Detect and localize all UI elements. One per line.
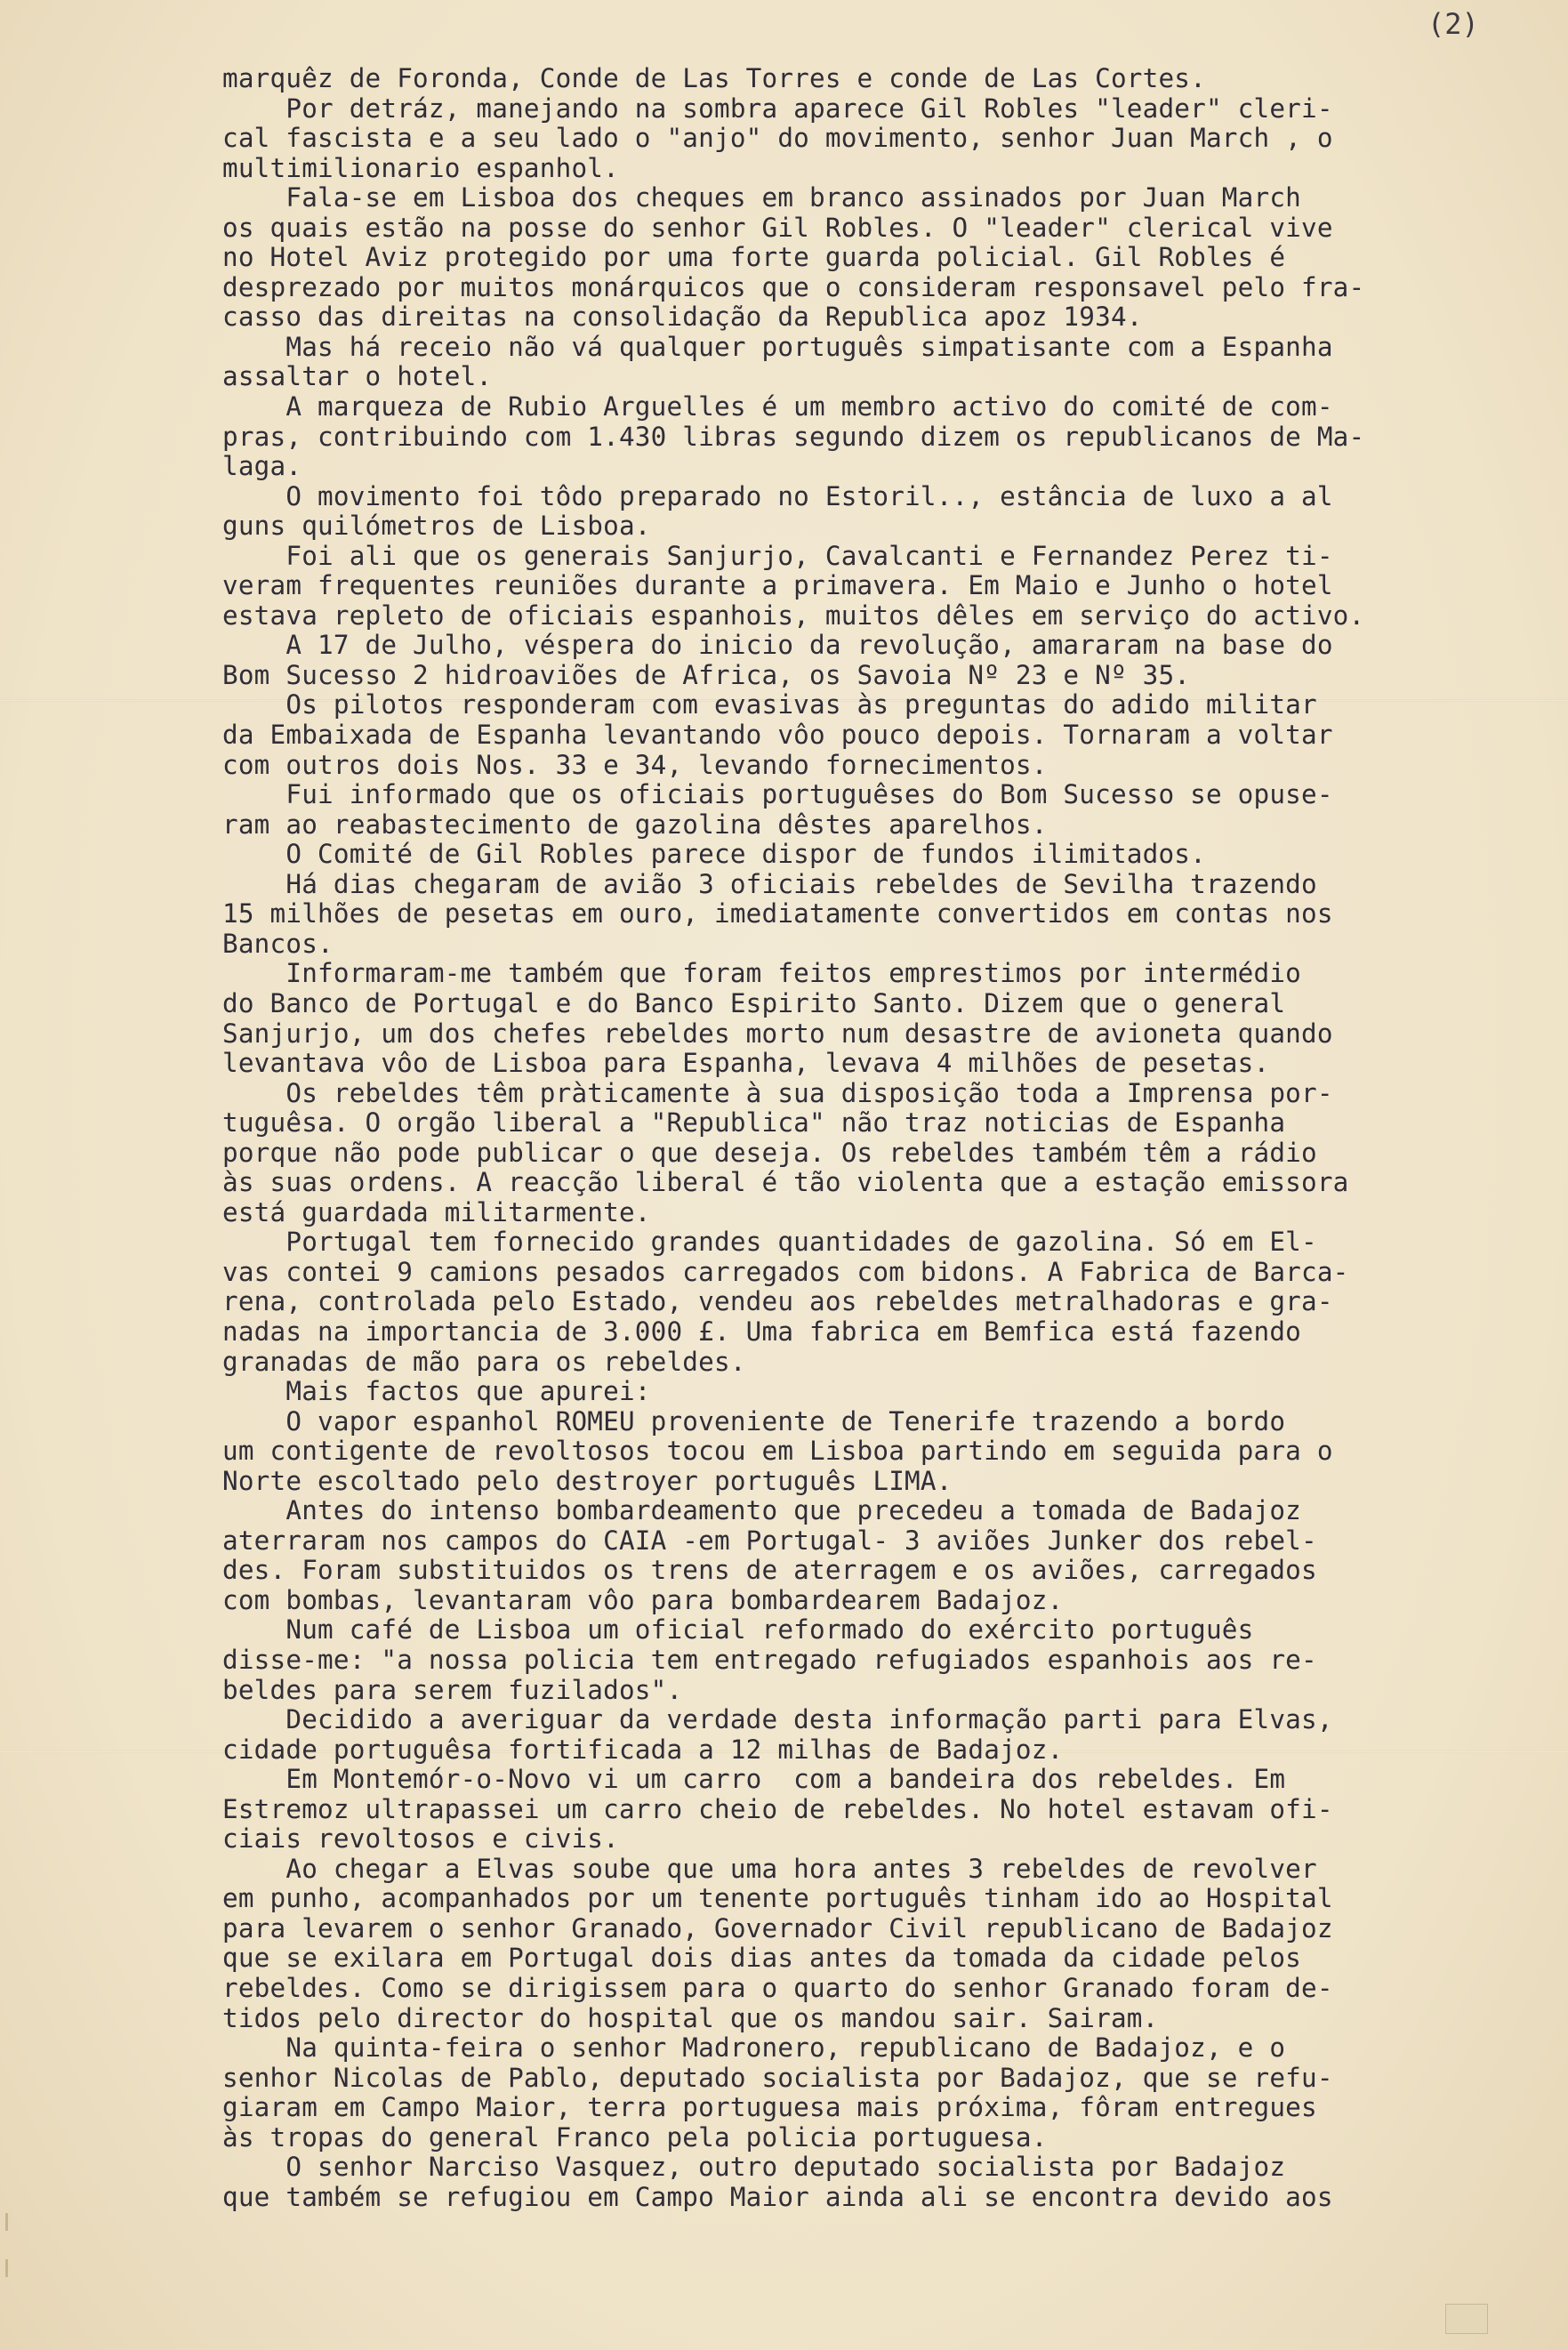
text-line: que também se refugiou em Campo Maior ainda ali se encontra devido aos	[222, 2181, 1333, 2212]
text-line: Portugal tem fornecido grandes quantidades de gazolina. Só em El-	[222, 1227, 1317, 1258]
margin-mark	[5, 2259, 8, 2277]
text-line: casso das direitas na consolidação da Republica apoz 1934.	[222, 302, 1143, 333]
text-line: O Comité de Gil Robles parece dispor de fundos ilimitados.	[222, 839, 1206, 870]
text-line: des. Foram substituidos os trens de aterragem e os aviões, carregados	[222, 1555, 1317, 1586]
text-line: tuguêsa. O orgão liberal a "Republica" não traz noticias de Espanha	[222, 1107, 1286, 1139]
text-line: para levarem o senhor Granado, Governador Civil republicano de Badajoz	[222, 1912, 1333, 1944]
text-line: um contigente de revoltosos tocou em Lisboa partindo em seguida para o	[222, 1436, 1333, 1467]
text-line: pras, contribuindo com 1.430 libras segundo dizem os republicanos de Ma-	[222, 421, 1365, 452]
text-line: Os rebeldes têm pràticamente à sua disposição toda a Imprensa por-	[222, 1077, 1333, 1108]
text-line: Fala-se em Lisboa dos cheques em branco assinados por Juan March	[222, 182, 1301, 213]
text-line: Num café de Lisboa um oficial reformado do exército português	[222, 1614, 1254, 1646]
text-line: O vapor espanhol ROMEU proveniente de Tenerife trazendo a bordo	[222, 1405, 1286, 1437]
text-line: O senhor Narciso Vasquez, outro deputado socialista por Badajoz	[222, 2152, 1286, 2183]
text-line: porque não pode publicar o que deseja. Os rebeldes também têm a rádio	[222, 1137, 1317, 1168]
text-line: Sanjurjo, um dos chefes rebeldes morto num desastre de avioneta quando	[222, 1018, 1333, 1049]
text-line: Norte escoltado pelo destroyer português LIMA.	[222, 1465, 953, 1496]
text-line: do Banco de Portugal e do Banco Espirito Santo. Dizem que o general	[222, 987, 1286, 1018]
text-line: está guardada militarmente.	[222, 1196, 651, 1227]
text-line: da Embaixada de Espanha levantando vôo pouco depois. Tornaram a voltar	[222, 720, 1333, 751]
text-line: Há dias chegaram de avião 3 oficiais rebeldes de Sevilha trazendo	[222, 868, 1317, 899]
text-line: A 17 de Julho, véspera do inicio da revolução, amararam na base do	[222, 630, 1333, 661]
text-line: 15 milhões de pesetas em ouro, imediatamente convertidos em contas nos	[222, 898, 1333, 930]
text-line: Decidido a averiguar da verdade desta informação parti para Elvas,	[222, 1704, 1333, 1735]
text-line: rebeldes. Como se dirigissem para o quarto do senhor Granado foram de-	[222, 1973, 1333, 2003]
text-line: O movimento foi tôdo preparado no Estoril.., estância de luxo a al	[222, 480, 1333, 511]
text-line: Informaram-me também que foram feitos emprestimos por intermédio	[222, 958, 1301, 989]
text-line: Bom Sucesso 2 hidroaviões de Africa, os Savoia Nº 23 e Nº 35.	[222, 659, 1191, 690]
text-line: laga.	[222, 451, 302, 482]
text-line: levantava vôo de Lisboa para Espanha, levava 4 milhões de pesetas.	[222, 1048, 1270, 1079]
text-line: vas contei 9 camions pesados carregados com bidons. A Fabrica de Barca-	[222, 1256, 1349, 1287]
text-line: granadas de mão para os rebeldes.	[222, 1346, 746, 1377]
text-line: giaram em Campo Maior, terra portuguesa mais próxima, fôram entregues	[222, 2092, 1317, 2123]
page-number: (2)	[1427, 7, 1479, 41]
text-line: estava repleto de oficiais espanhois, muitos dêles em serviço do activo.	[222, 600, 1365, 631]
text-line: veram frequentes reuniões durante a primavera. Em Maio e Junho o hotel	[222, 570, 1333, 601]
text-line: Por detráz, manejando na sombra aparece Gil Robles "leader" cleri-	[222, 93, 1333, 124]
text-line: às tropas do general Franco pela policia portuguesa.	[222, 2121, 1048, 2153]
text-line: Fui informado que os oficiais portuguêses do Bom Sucesso se opuse-	[222, 779, 1333, 810]
typed-letter-body	[222, 64, 1530, 2212]
text-line: multimilionario espanhol.	[222, 152, 619, 183]
text-line: guns quilómetros de Lisboa.	[222, 511, 651, 542]
text-line: Ao chegar a Elvas soube que uma hora antes 3 rebeldes de revolver	[222, 1853, 1317, 1884]
text-line: aterraram nos campos do CAIA -em Portugal- 3 aviões Junker dos rebel-	[222, 1525, 1317, 1556]
archive-stamp	[1445, 2304, 1488, 2334]
text-line: desprezado por muitos monárquicos que o consideram responsavel pelo fra-	[222, 271, 1365, 302]
text-line: Mas há receio não vá qualquer português simpatisante com a Espanha	[222, 331, 1333, 362]
text-line: nadas na importancia de 3.000 £. Uma fabrica em Bemfica está fazendo	[222, 1316, 1301, 1347]
text-line: senhor Nicolas de Pablo, deputado socialista por Badajoz, que se refu-	[222, 2062, 1333, 2093]
text-line: com outros dois Nos. 33 e 34, levando fornecimentos.	[222, 749, 1048, 780]
text-line: com bombas, levantaram vôo para bombardearem Badajoz.	[222, 1584, 1064, 1615]
text-line: Mais factos que apurei:	[222, 1376, 651, 1407]
text-line: A marqueza de Rubio Arguelles é um membro activo do comité de com-	[222, 391, 1333, 423]
text-line: Na quinta-feira o senhor Madronero, republicano de Badajoz, e o	[222, 2032, 1286, 2064]
text-line: Em Montemór-o-Novo vi um carro com a bandeira dos rebeldes. Em	[222, 1764, 1286, 1795]
text-line: Antes do intenso bombardeamento que precedeu a tomada de Badajoz	[222, 1495, 1301, 1526]
text-line: cal fascista e a seu lado o "anjo" do movimento, senhor Juan March , o	[222, 123, 1333, 154]
text-line: às suas ordens. A reacção liberal é tão violenta que a estação emissora	[222, 1167, 1349, 1198]
text-line: tidos pelo director do hospital que os mandou sair. Sairam.	[222, 2002, 1159, 2033]
text-line: assaltar o hotel.	[222, 361, 493, 392]
text-line: cidade portuguêsa fortificada a 12 milhas de Badajoz.	[222, 1734, 1064, 1765]
text-line: no Hotel Aviz protegido por uma forte guarda policial. Gil Robles é	[222, 242, 1286, 273]
margin-mark	[5, 2213, 8, 2231]
text-line: marquêz de Foronda, Conde de Las Torres e conde de Las Cortes.	[222, 63, 1206, 93]
text-line: que se exilara em Portugal dois dias antes da tomada da cidade pelos	[222, 1943, 1301, 1974]
text-line: disse-me: "a nossa policia tem entregado refugiados espanhois aos re-	[222, 1644, 1317, 1675]
text-line: os quais estão na posse do senhor Gil Robles. O "leader" clerical vive	[222, 212, 1333, 243]
text-line: em punho, acompanhados por um tenente português tinham ido ao Hospital	[222, 1883, 1333, 1914]
text-line: beldes para serem fuzilados".	[222, 1674, 683, 1705]
text-line: Os pilotos responderam com evasivas às preguntas do adido militar	[222, 689, 1317, 720]
text-line: Estremoz ultrapassei um carro cheio de rebeldes. No hotel estavam ofi-	[222, 1793, 1333, 1824]
text-line: Bancos.	[222, 928, 334, 959]
text-line: ciais revoltosos e civis.	[222, 1823, 619, 1855]
text-line: ram ao reabastecimento de gazolina dêstes aparelhos.	[222, 809, 1048, 840]
text-line: rena, controlada pelo Estado, vendeu aos rebeldes metralhadoras e gra-	[222, 1286, 1333, 1317]
text-line: Foi ali que os generais Sanjurjo, Cavalcanti e Fernandez Perez ti-	[222, 540, 1333, 571]
